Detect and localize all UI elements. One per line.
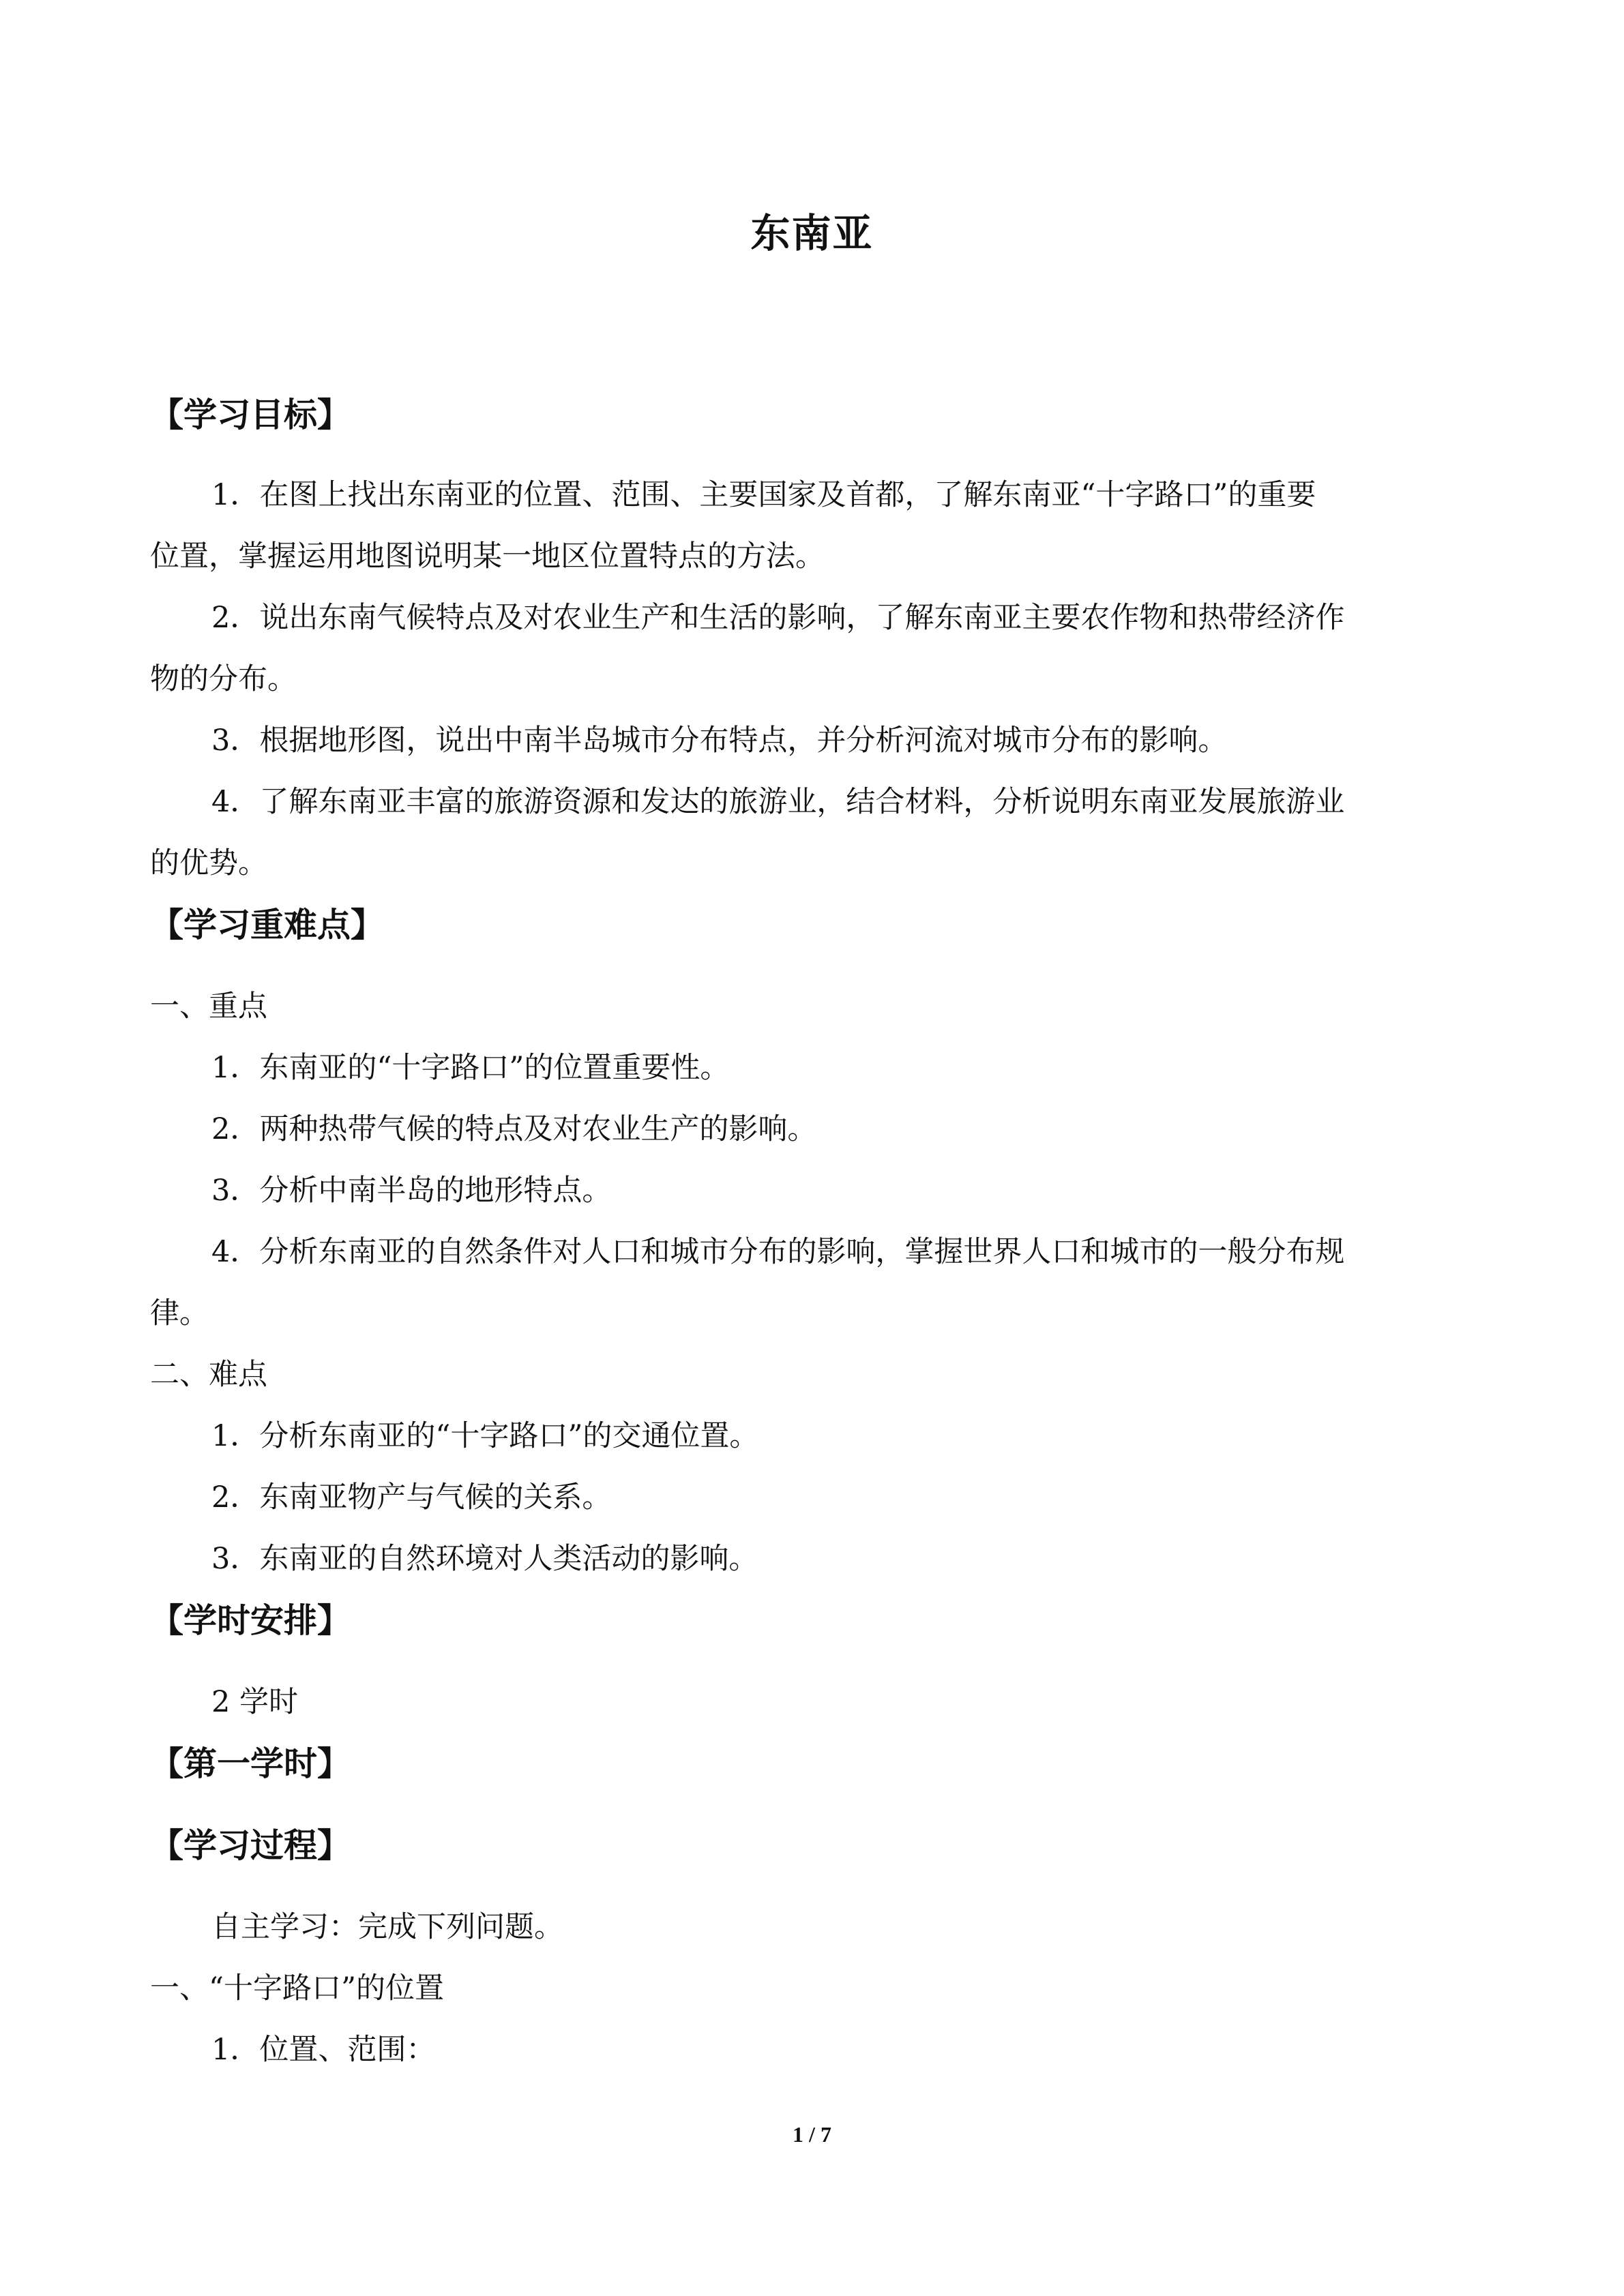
page-number: 1 / 7	[793, 2122, 831, 2147]
page-title: 东南亚	[750, 210, 874, 256]
process-intro: 自主学习：完成下列问题。	[211, 1910, 563, 1944]
difficulty-label: 二、难点	[150, 1358, 267, 1392]
objective-4-line-1: 4．了解东南亚丰富的旅游资源和发达的旅游业，结合材料，分析说明东南亚发展旅游业	[211, 785, 1345, 819]
section-heading-key-points: 【学习重难点】	[150, 906, 385, 944]
schedule-text: 2 学时	[211, 1685, 299, 1719]
objective-1-line-2: 位置，掌握运用地图说明某一地区位置特点的方法。	[150, 539, 825, 573]
section-heading-schedule: 【学时安排】	[150, 1601, 351, 1640]
objective-3-line-1: 3．根据地形图，说出中南半岛城市分布特点，并分析河流对城市分布的影响。	[211, 724, 1228, 758]
difficulty-item-1: 1．分析东南亚的“十字路口”的交通位置。	[211, 1419, 759, 1453]
difficulty-item-2: 2．东南亚物产与气候的关系。	[211, 1480, 612, 1515]
process-part1-label: 一、“十字路口”的位置	[150, 1971, 444, 2006]
process-part1-item1: 1．位置、范围：	[211, 2033, 436, 2067]
difficulty-item-3: 3．东南亚的自然环境对人类活动的影响。	[211, 1542, 758, 1576]
focus-item-4-line-1: 4．分析东南亚的自然条件对人口和城市分布的影响，掌握世界人口和城市的一般分布规	[211, 1235, 1345, 1269]
section-heading-objectives: 【学习目标】	[150, 396, 351, 434]
focus-item-1: 1．东南亚的“十字路口”的位置重要性。	[211, 1051, 730, 1085]
objective-2-line-1: 2．说出东南气候特点及对农业生产和生活的影响，了解东南亚主要农作物和热带经济作	[211, 601, 1345, 635]
focus-item-3: 3．分析中南半岛的地形特点。	[211, 1174, 612, 1208]
objective-2-line-2: 物的分布。	[150, 662, 297, 696]
objective-4-line-2: 的优势。	[150, 846, 267, 880]
focus-label: 一、重点	[150, 989, 267, 1024]
section-heading-process: 【学习过程】	[150, 1826, 351, 1865]
section-heading-first-period: 【第一学时】	[150, 1744, 351, 1783]
focus-item-4-line-2: 律。	[150, 1296, 209, 1330]
objective-1-line-1: 1．在图上找出东南亚的位置、范围、主要国家及首都，了解东南亚“十字路口”的重要	[211, 478, 1316, 512]
focus-item-2: 2．两种热带气候的特点及对农业生产的影响。	[211, 1112, 817, 1146]
